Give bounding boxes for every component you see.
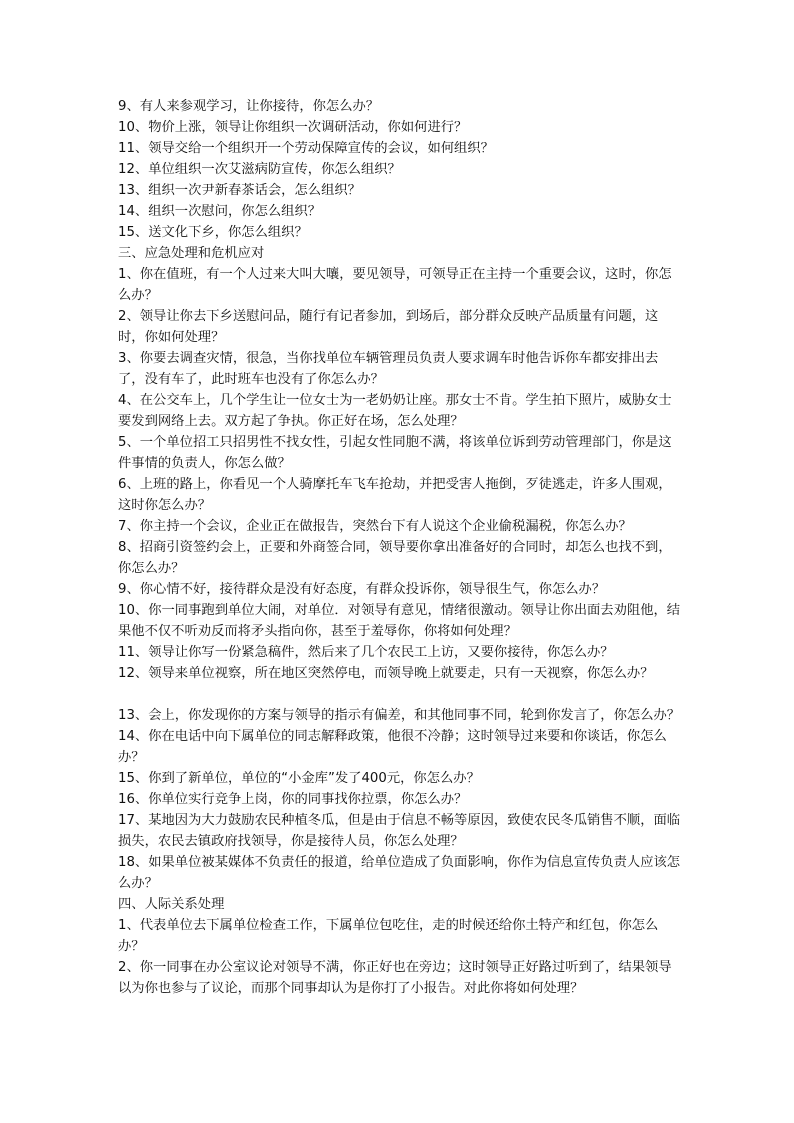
- question-item: 13、会上，你发现你的方案与领导的指示有偏差，和其他同事不同，轮到你发言了，你怎么办？: [118, 708, 681, 723]
- question-item: 6、上班的路上，你看见一个人骑摩托车飞车抢劫，并把受害人拖倒，歹徒逃走，许多人围观，这时你怎么办？: [118, 477, 672, 513]
- question-item: 9、有人来参观学习，让你接待，你怎么办？: [118, 99, 380, 114]
- question-item: 9、你心情不好，接待群众是没有好态度，有群众投诉你，领导很生气，你怎么办？: [118, 582, 606, 597]
- question-item: 4、在公交车上，几个学生让一位女士为一老奶奶让座。那女士不肯。学生拍下照片，威胁女士要发到网络上去。双方起了争执。你正好在场，怎么处理？: [118, 393, 672, 429]
- document-page: [118, 96, 683, 999]
- question-item: 12、单位组织一次艾滋病防宣传，你怎么组织？: [118, 162, 401, 177]
- question-item: 8、招商引资签约会上，正要和外商签合同，领导要你拿出准备好的合同时，却怎么也找不到，你怎么办？: [118, 540, 672, 576]
- question-item: 2、领导让你去下乡送慰问品，随行有记者参加，到场后，部分群众反映产品质量有问题，这时，你如何处理？: [118, 309, 659, 345]
- question-item: 10、物价上涨，领导让你组织一次调研活动，你如何进行？: [118, 120, 468, 135]
- question-item: 11、领导让你写一份紧急稿件，然后来了几个农民工上访，又要你接待，你怎么办？: [118, 645, 614, 660]
- blank-line: [118, 684, 683, 705]
- section-heading: 三、应急处理和危机应对: [118, 246, 265, 261]
- question-item: 2、你一同事在办公室议论对领导不满，你正好也在旁边；这时领导正好路过听到了，结果领导以为你也参与了议论，而那个同事却认为是你打了小报告。对此你将如何处理？: [118, 960, 672, 996]
- question-item: 15、你到了新单位，单位的“小金库”发了400元，你怎么办？: [118, 771, 480, 786]
- question-item: 12、领导来单位视察，所在地区突然停电，而领导晚上就要走，只有一天视察，你怎么办？: [118, 666, 654, 681]
- question-item: 3、你要去调查灾情，很急，当你找单位车辆管理员负责人要求调车时他告诉你车都安排出去了，没有车了，此时班车也没有了你怎么办？: [118, 351, 659, 387]
- question-item: 14、组织一次慰问，你怎么组织？: [118, 204, 322, 219]
- question-item: 1、你在值班，有一个人过来大叫大嚷，要见领导，可领导正在主持一个重要会议，这时，你怎么办？: [118, 267, 672, 303]
- section-heading: 四、人际关系处理: [118, 897, 225, 912]
- question-item: 7、你主持一个会议，企业正在做报告，突然台下有人说这个企业偷税漏税，你怎么办？: [118, 519, 632, 534]
- question-item: 13、组织一次尹新春茶话会，怎么组织？: [118, 183, 361, 198]
- question-item: 14、你在电话中向下属单位的同志解释政策，他很不冷静；这时领导过来要和你谈话，你怎么办？: [118, 729, 667, 765]
- question-item: 16、你单位实行竞争上岗，你的同事找你拉票，你怎么办？: [118, 792, 468, 807]
- question-item: 10、你一同事跑到单位大闹，对单位．对领导有意见，情绪很激动。领导让你出面去劝阻他，结果他不仅不听劝反而将矛头指向你，甚至于羞辱你，你将如何处理？: [118, 603, 681, 639]
- question-item: 11、领导交给一个组织开一个劳动保障宣传的会议，如何组织？: [118, 141, 494, 156]
- question-item: 15、送文化下乡，你怎么组织？: [118, 225, 308, 240]
- question-item: 18、如果单位被某媒体不负责任的报道，给单位造成了负面影响，你作为信息宣传负责人应该怎么办？: [118, 855, 681, 891]
- question-item: 1、代表单位去下属单位检查工作，下属单位包吃住，走的时候还给你土特产和红包，你怎么办？: [118, 918, 659, 954]
- question-item: 17、某地因为大力鼓励农民种植冬瓜，但是由于信息不畅等原因，致使农民冬瓜销售不顺，面临损失，农民去镇政府找领导，你是接待人员，你怎么处理？: [118, 813, 681, 849]
- question-item: 5、一个单位招工只招男性不找女性，引起女性同胞不满，将该单位诉到劳动管理部门，你是这件事情的负责人，你怎么做？: [118, 435, 672, 471]
